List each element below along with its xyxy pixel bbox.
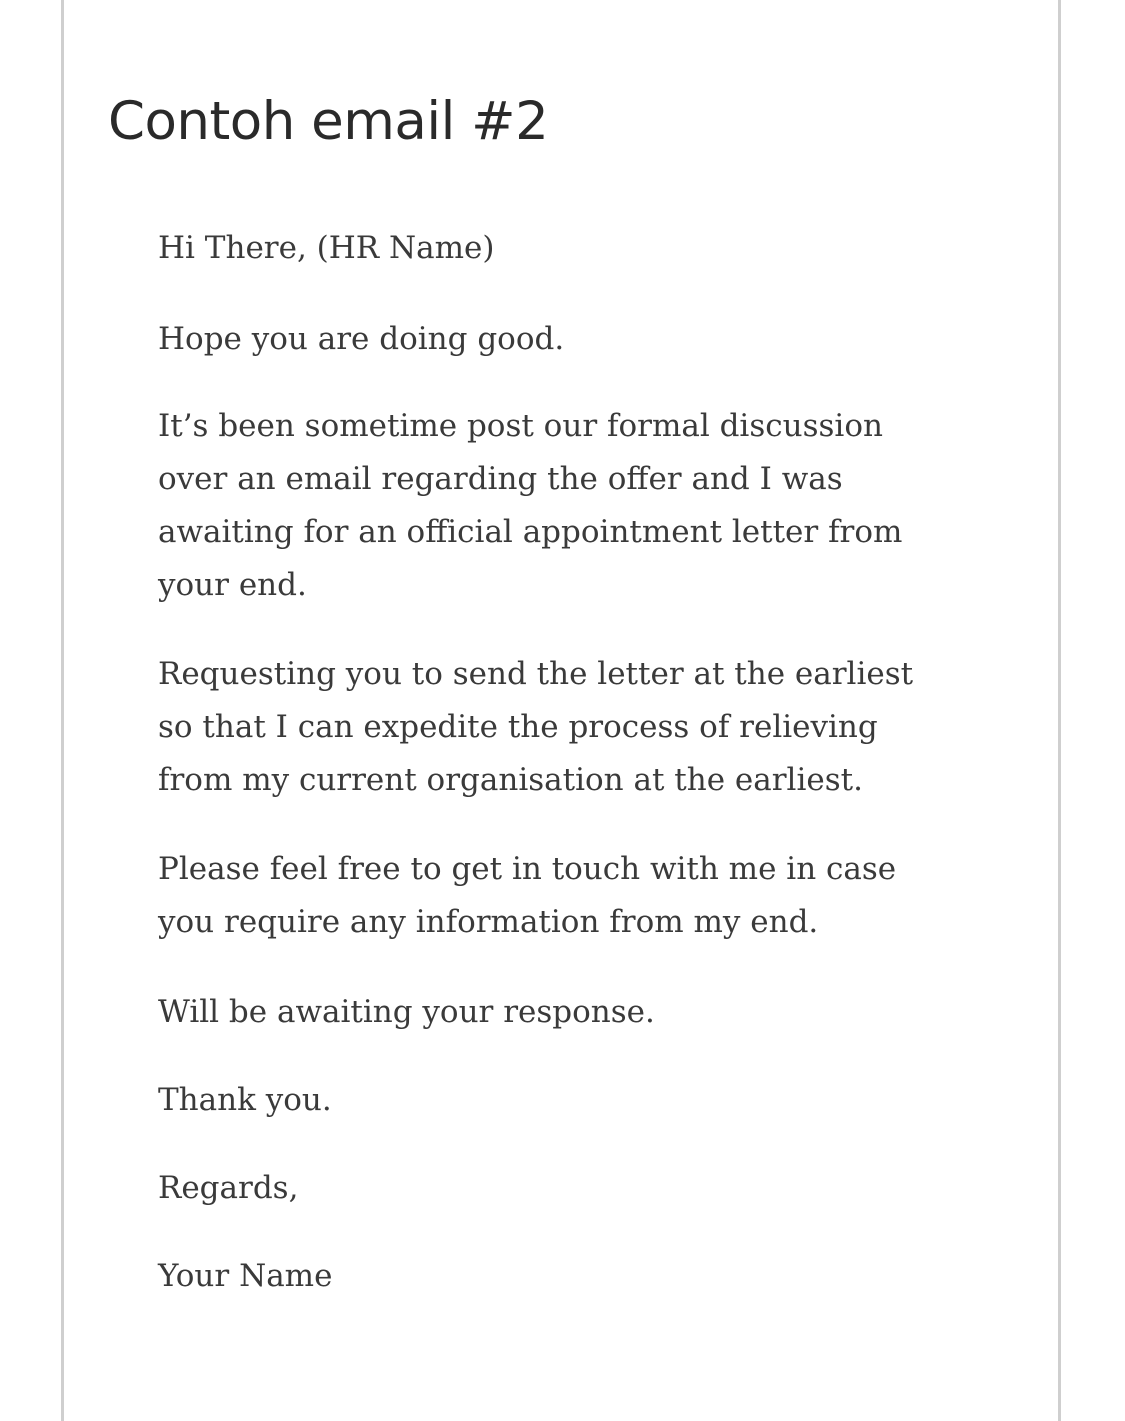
text-line: over an email regarding the offer and I was (158, 461, 843, 497)
text-line: your end. (158, 567, 307, 603)
text-line: Requesting you to send the letter at the earliest (158, 656, 914, 692)
email-opening: Hope you are doing good. (158, 321, 565, 357)
text-line: so that I can expedite the process of relieving (158, 709, 878, 745)
email-closing: Regards, (158, 1170, 299, 1206)
text-line: awaiting for an official appointment letter from (158, 514, 903, 550)
email-paragraph-request (158, 648, 913, 807)
text-line: Please feel free to get in touch with me in case (158, 851, 897, 887)
email-awaiting-response: Will be awaiting your response. (158, 994, 655, 1030)
email-signature: Your Name (158, 1258, 333, 1294)
email-greeting: Hi There, (HR Name) (158, 230, 495, 266)
email-paragraph-offer-letter (158, 400, 902, 612)
email-thanks: Thank you. (158, 1082, 332, 1118)
page-title: Contoh email #2 (108, 91, 549, 152)
text-line: from my current organisation at the earliest. (158, 762, 863, 798)
text-line: It’s been sometime post our formal discussion (158, 408, 883, 444)
text-line: you require any information from my end. (158, 904, 819, 940)
email-paragraph-contact (158, 843, 896, 949)
